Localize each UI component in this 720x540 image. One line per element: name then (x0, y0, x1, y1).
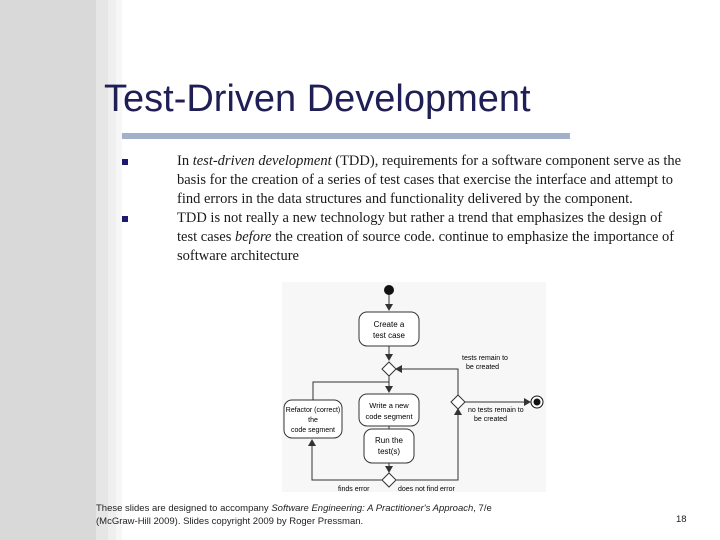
footer-text-pre: These slides are designed to accompany (96, 503, 272, 514)
run-tests-label-2: test(s) (377, 447, 401, 456)
tests-remain-label-1: tests remain to (462, 355, 508, 362)
refactor-label-1: Refactor (correct) (285, 407, 341, 414)
tests-remain-arrow (396, 369, 458, 395)
create-test-label-1: Create a (373, 320, 405, 329)
tdd-flow-diagram (282, 282, 546, 492)
footer-text-post: , 7/e (473, 503, 492, 514)
write-code-label-1: Write a new (369, 401, 409, 410)
bullet-item (122, 152, 682, 209)
bullet-text-pre: TDD is not really a new technology but rather a trend that emphasizes the design of test cases (177, 210, 663, 245)
create-test-label-2: test case (372, 331, 406, 340)
bullet-text-post: the creation of source code. continue to emphasize the importance of software architecture (177, 229, 675, 264)
right-decision-diamond (451, 395, 465, 409)
title-underline (122, 133, 570, 139)
tdd-flow-svg (282, 282, 546, 492)
no-tests-label-1: no tests remain to (468, 407, 524, 414)
finds-error-label: finds error (338, 486, 370, 492)
footer-book-title: Software Engineering: A Practitioner's Approach (271, 503, 474, 514)
bullet-square-icon (122, 216, 128, 222)
start-node (384, 285, 394, 295)
write-code-label-2: code segment (365, 412, 413, 421)
write-code-node (359, 394, 419, 426)
slide-number: 18 (676, 514, 687, 525)
run-tests-node (364, 429, 414, 463)
bullet-text-em: test-driven development (192, 153, 332, 169)
slide-title: Test-Driven Development (104, 78, 531, 120)
refactor-label-2: the (308, 417, 318, 424)
tests-remain-label-2: be created (466, 364, 500, 371)
refactor-label-3: code segment (291, 427, 335, 434)
no-tests-label-2: be created (474, 416, 508, 423)
merge-diamond (382, 362, 396, 376)
slide-footer (96, 502, 696, 528)
create-test-node (359, 312, 419, 346)
bullet-square-icon (122, 159, 128, 165)
end-node (534, 399, 541, 406)
footer-line-1 (96, 502, 696, 515)
bullet-text-post: (TDD), requirements for a software component serve as the basis for the creation of a series of test cases that exercise the interface and attempt to find errors in the data structures and functionality delivered by the component. (177, 153, 682, 207)
bullet-text-pre: In (177, 153, 193, 169)
bullet-list (122, 152, 682, 266)
footer-line-2: (McGraw-Hill 2009). Slides copyright 2009 by Roger Pressman. (96, 516, 364, 527)
decision-diamond (382, 473, 396, 487)
bullet-text-em: before (234, 229, 272, 245)
run-tests-label-1: Run the (374, 436, 404, 445)
no-error-label: does not find error (398, 486, 455, 492)
bullet-item (122, 209, 682, 266)
